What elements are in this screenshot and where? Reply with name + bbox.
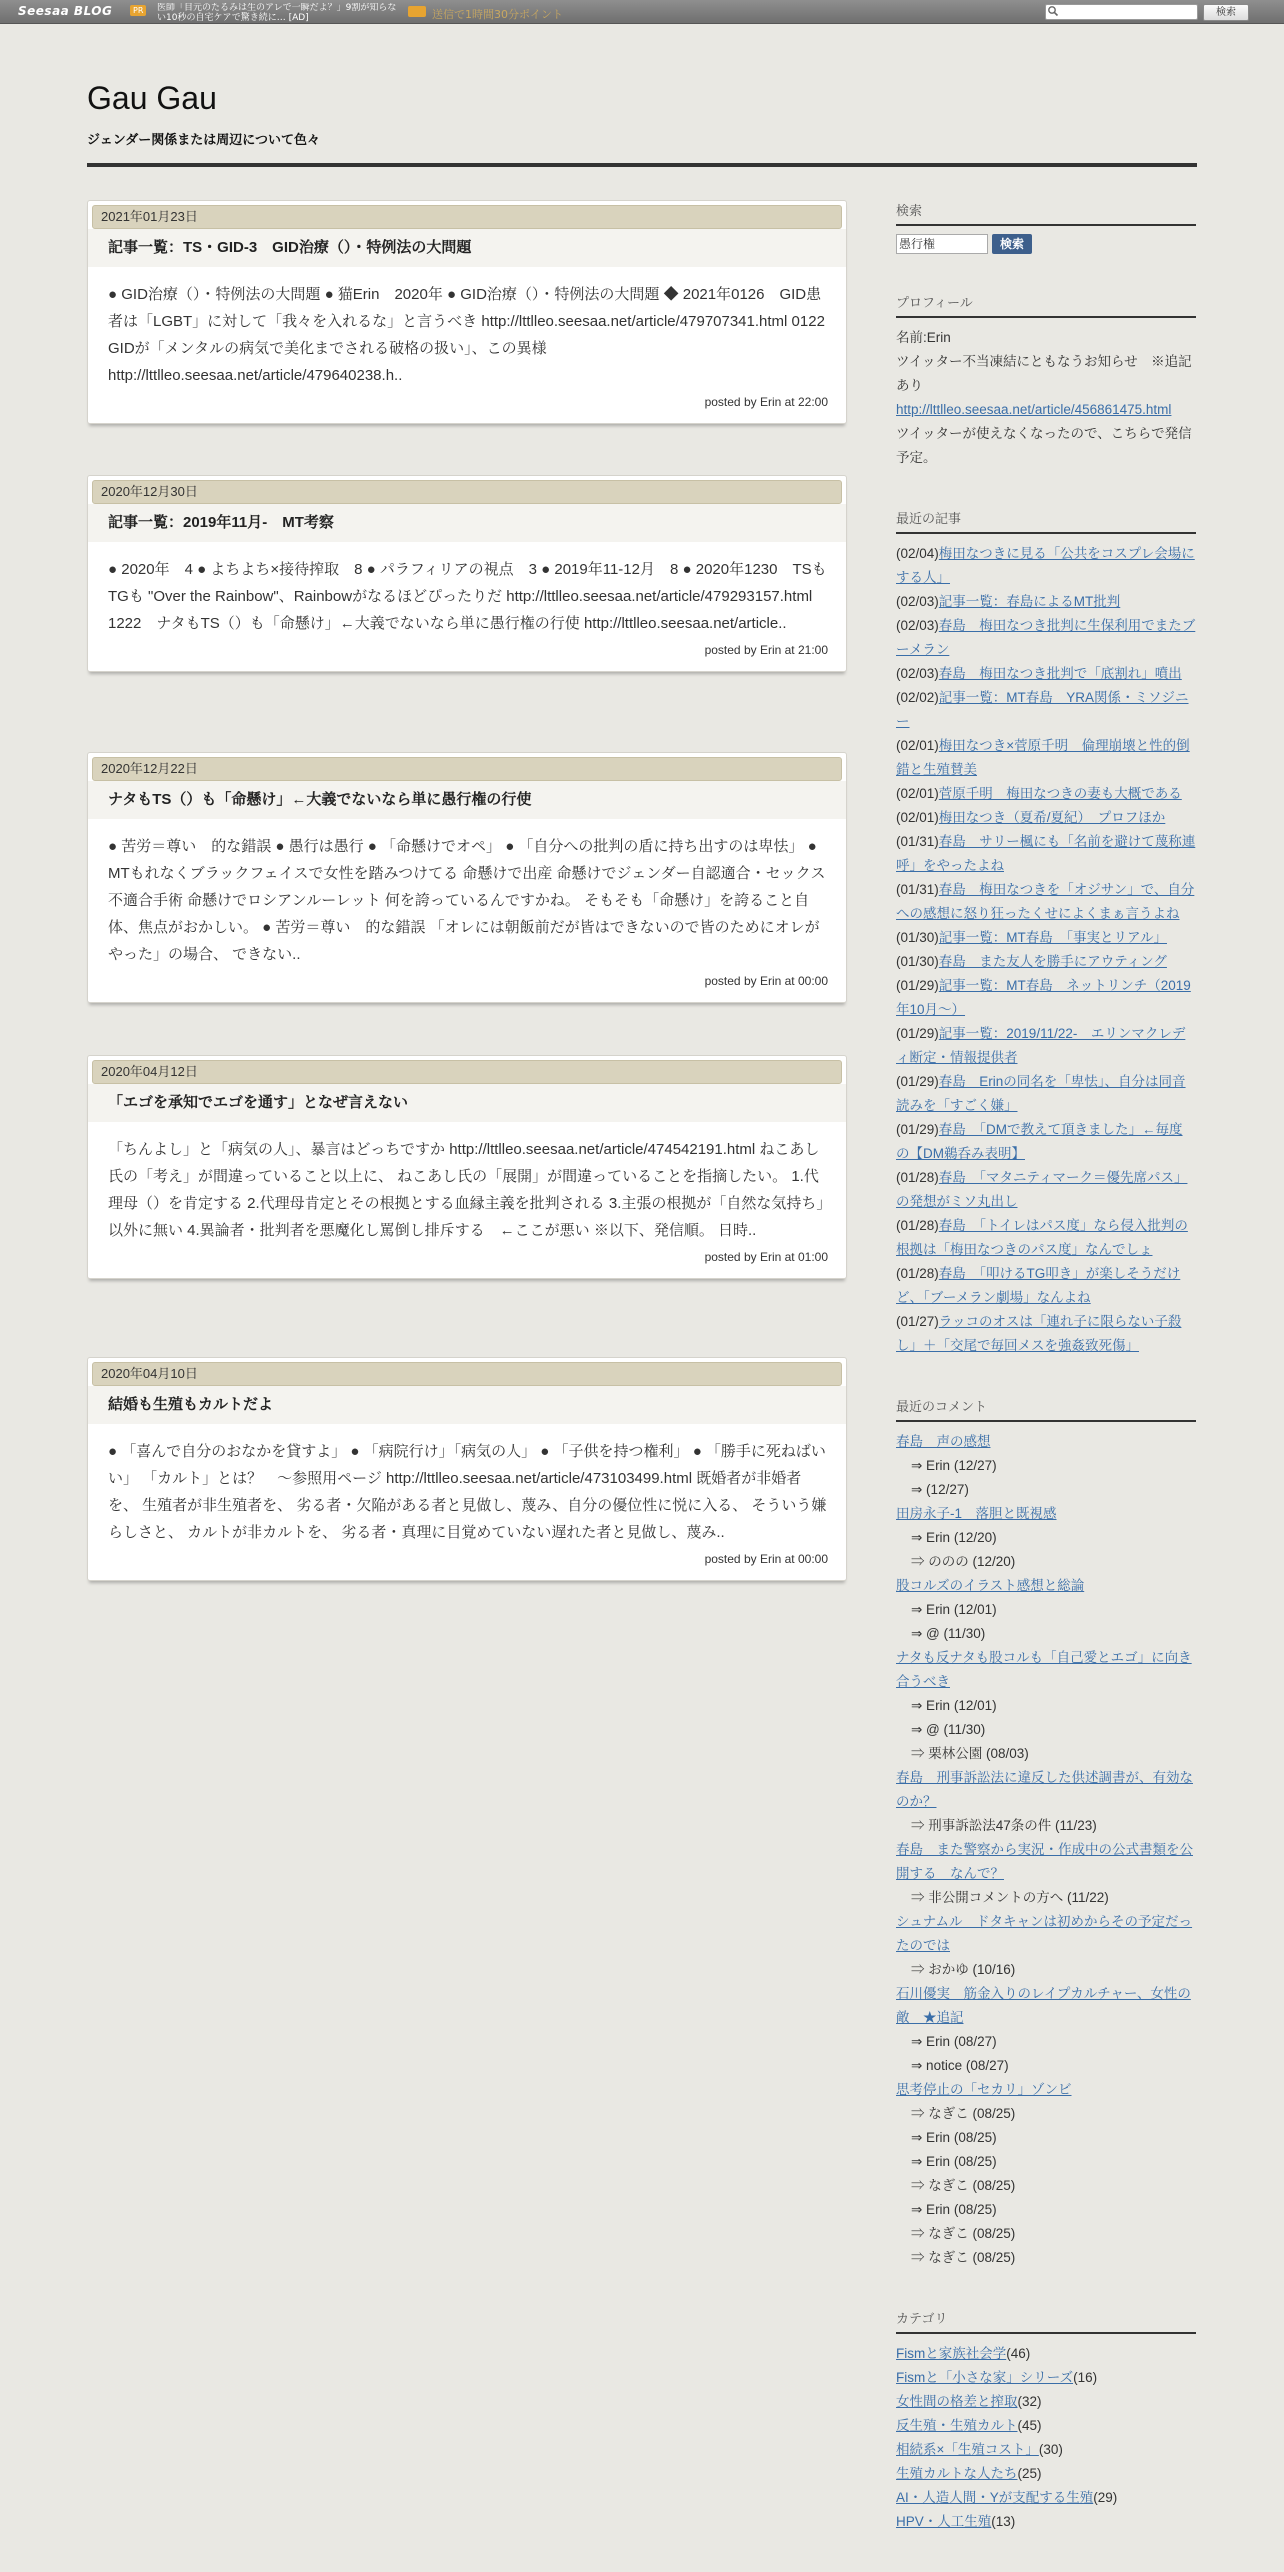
recent-date: (01/31) <box>896 834 939 849</box>
comment-entry[interactable]: ⇒ なぎこ (08/25) <box>911 2226 1016 2241</box>
profile-link[interactable]: http://lttlleo.seesaa.net/article/456861475.html <box>896 402 1172 417</box>
article-date: 2020年04月10日 <box>92 1362 842 1386</box>
comment-entry[interactable]: ⇒ なぎこ (08/25) <box>911 2178 1016 2193</box>
recent-article-link[interactable]: 記事一覧：MT春島 YRA関係・ミソジニー <box>896 690 1189 729</box>
article-excerpt: 「ちんよし」と「病気の人」、暴言はどっちですか http://lttlleo.seesaa.net/article/474542191.html ねこあし氏の「考え」が間違っていること以上に、 ねこあし氏の「展開」が間違っていることを指摘したい。 1.代理母（）を肯定する 2.代理母肯定とその根拠とする血縁主義を批判される 3.主張の根拠が「自然な気持ち」以外に無い 4.異論者・批判者を悪魔化し罵倒し排斥する ←ここが悪い ※以下、発信順。 日時.. <box>108 1141 824 1239</box>
list-item <box>896 2342 1196 2366</box>
recent-article-link[interactable]: 記事一覧：MT春島 「事実とリアル」 <box>938 930 1167 945</box>
list-item <box>896 1166 1196 1214</box>
list-item <box>896 1070 1196 1118</box>
category-link[interactable]: Fismと家族社会学 <box>896 2346 1007 2361</box>
list-item <box>896 1262 1196 1310</box>
recent-article-link[interactable]: 記事一覧：2019/11/22- エリンマクレディ断定・情報提供者 <box>896 1026 1186 1065</box>
list-item <box>896 974 1196 1022</box>
article-posted-by: posted by Erin at 22:00 <box>704 395 828 409</box>
recent-article-link[interactable]: 春島 「DMで教えて頂きました」←毎度の【DM鵜呑み表明】 <box>896 1122 1183 1161</box>
list-item <box>896 614 1196 662</box>
seesaa-logo[interactable]: Seesaa BLOG <box>18 4 113 18</box>
sidebar <box>896 200 1196 2572</box>
sidebar-categories <box>896 2308 1196 2534</box>
recent-article-link[interactable]: 春島 Erinの同名を「卑怯」、自分は同音読みを「すごく嫌」 <box>896 1074 1186 1113</box>
sidebar-profile <box>896 292 1196 470</box>
comment-entry[interactable]: ⇒ Erin (12/01) <box>911 1698 997 1713</box>
comment-entry[interactable]: ⇒ なぎこ (08/25) <box>911 2106 1016 2121</box>
recent-date: (02/04) <box>896 546 939 561</box>
comment-article-link[interactable]: 春島 また警察から実況・作成中の公式書類を公開する なんで？ <box>896 1842 1193 1881</box>
comment-article-link[interactable]: 春島 声の感想 <box>896 1434 991 1449</box>
comment-entry[interactable]: ⇒ 刑事訴訟法47条の件 (11/23) <box>911 1818 1097 1833</box>
article-card <box>87 200 847 424</box>
sidebar-heading-search: 検索 <box>896 200 1196 226</box>
article-date: 2020年12月30日 <box>92 480 842 504</box>
article-posted-by: posted by Erin at 00:00 <box>704 974 828 988</box>
recent-date: (01/29) <box>896 1074 939 1089</box>
comment-entry[interactable]: ⇒ notice (08/27) <box>911 2058 1009 2073</box>
article-excerpt: ● 苦労＝尊い 的な錯誤 ● 愚行は愚行 ● 「命懸けでオペ」 ● 「自分への批判の盾に持ち出すのは卑怯」 ● MTもれなくブラックフェイスで女性を踏みつけてる 命懸けで出産 命懸けでジェンダー自認適合・セックス不適合手術 命懸けでロシアンルーレット 何を誇っているんですかね。 そもそも「命懸け」を誇ること自体、焦点がおかしい。 ● 苦労＝尊い 的な錯誤 「オレには朝飯前だが皆はできないので皆のためにオレがやった」の場合、 できない.. <box>108 838 826 963</box>
recent-article-link[interactable]: 春島 「叩けるTG叩き」が楽しそうだけど、「ブーメラン劇場」なんよね <box>896 1266 1181 1305</box>
profile-note-2: ツイッターが使えなくなったので、こちらで発信予定。 <box>896 426 1192 465</box>
comment-article-link[interactable]: 春島 刑事訴訟法に違反した供述調書が、有効なのか？ <box>896 1770 1193 1809</box>
recent-date: (01/28) <box>896 1218 939 1233</box>
sidebar-search-input[interactable]: 愚行権 <box>896 234 988 254</box>
article-title[interactable]: 記事一覧：TS・GID-3 GID治療（）・特例法の大問題 <box>88 229 846 267</box>
category-count: (13) <box>991 2514 1016 2529</box>
article-posted-by: posted by Erin at 01:00 <box>704 1250 828 1264</box>
recent-article-link[interactable]: ラッコのオスは「連れ子に限らない子殺し」＋「交尾で毎回メスを強姦致死傷」 <box>896 1314 1182 1353</box>
article-excerpt: ● 「喜んで自分のおなかを貸すよ」 ● 「病院行け」「病気の人」 ● 「子供を持つ権利」 ● 「勝手に死ねばいい」 「カルト」とは？ ～参照用ページ http://lttlleo.seesaa.net/article/473103499.html 既婚者が非婚者を、 生殖者が非生殖者を、 劣る者・欠陥がある者と見做し、蔑み、自分の優位性に悦に入る、 そういう嫌らしさと、 カルトが非カルトを、 劣る者・真理に目覚めていない遅れた者と見做し、蔑み.. <box>108 1443 827 1541</box>
recent-date: (02/01) <box>896 810 939 825</box>
category-link[interactable]: 生殖カルトな人たち <box>896 2466 1018 2481</box>
comment-entry[interactable]: ⇒ Erin (12/01) <box>911 1602 997 1617</box>
article-title[interactable]: 結婚も生殖もカルトだよ <box>88 1386 846 1424</box>
category-link[interactable]: 女性間の格差と搾取 <box>896 2394 1018 2409</box>
comment-entry[interactable]: ⇒ @ (11/30) <box>911 1626 986 1641</box>
recent-article-link[interactable]: 春島 サリー楓にも「名前を避けて蔑称連呼」をやったよね <box>896 834 1196 873</box>
recent-date: (02/03) <box>896 666 939 681</box>
recent-date: (02/03) <box>896 618 939 633</box>
list-item <box>896 686 1196 734</box>
category-count: (46) <box>1006 2346 1031 2361</box>
comment-entry[interactable]: ⇒ Erin (08/25) <box>911 2130 997 2145</box>
article-posted-by: posted by Erin at 21:00 <box>704 643 828 657</box>
category-count: (30) <box>1038 2442 1063 2457</box>
sidebar-heading-recent: 最近の記事 <box>896 508 1196 534</box>
comment-entry[interactable]: ⇒ @ (11/30) <box>911 1722 986 1737</box>
pr-badge: PR <box>130 5 146 16</box>
sidebar-search <box>896 200 1196 254</box>
pr-badge-icon <box>408 6 426 17</box>
comment-entry[interactable]: ⇒ Erin (08/27) <box>911 2034 997 2049</box>
top-bar <box>0 0 1284 24</box>
category-link[interactable]: HPV・人工生殖 <box>896 2514 992 2529</box>
article-date: 2021年01月23日 <box>92 205 842 229</box>
header-divider <box>87 163 1197 167</box>
article-card <box>87 475 847 672</box>
recent-article-link[interactable]: 春島 梅田なつき批判に生保利用でまたブーメラン <box>896 618 1196 657</box>
article-date: 2020年12月22日 <box>92 757 842 781</box>
recent-article-link[interactable]: 春島 「マタニティマーク＝優先席パス」の発想がミソ丸出し <box>896 1170 1188 1209</box>
comment-entry[interactable]: ⇒ 非公開コメントの方へ (11/22) <box>911 1890 1109 1905</box>
comment-article-link[interactable]: シュナムル ドタキャンは初めからその予定だったのでは <box>896 1914 1193 1953</box>
category-count: (25) <box>1017 2466 1042 2481</box>
profile-name: 名前:Erin <box>896 330 951 345</box>
sidebar-heading-categories: カテゴリ <box>896 2308 1196 2334</box>
sidebar-heading-comments: 最近のコメント <box>896 1396 1196 1422</box>
recent-date: (01/30) <box>896 930 939 945</box>
recent-article-link[interactable]: 梅田なつきに見る「公共をコスプレ会場にする人」 <box>896 546 1195 585</box>
list-item <box>896 782 1196 806</box>
recent-article-link[interactable]: 春島 梅田なつきを「オジサン」で、自分への感想に怒り狂ったくせによくまぁ言うよね <box>896 882 1195 921</box>
list-item <box>896 542 1196 590</box>
list-item <box>896 2462 1196 2486</box>
category-count: (32) <box>1017 2394 1042 2409</box>
sidebar-heading-profile: プロフィール <box>896 292 1196 318</box>
ad-link-2[interactable]: 送信で1時間30分ポイント <box>432 8 563 21</box>
comment-entry[interactable]: ⇒ Erin (08/25) <box>911 2202 997 2217</box>
comment-entry[interactable]: ⇒ 栗林公園 (08/03) <box>911 1746 1029 1761</box>
list-item <box>896 806 1196 830</box>
list-item <box>896 878 1196 926</box>
article-title[interactable]: 「エゴを承知でエゴを通す」となぜ言えない <box>88 1084 846 1122</box>
category-count: (29) <box>1093 2490 1118 2505</box>
recent-date: (02/02) <box>896 690 939 705</box>
recent-date: (02/03) <box>896 594 939 609</box>
comment-article-link[interactable]: 股コルズのイラスト感想と総論 <box>896 1578 1085 1593</box>
list-item <box>896 2414 1196 2438</box>
top-search-button[interactable]: 検索 <box>1203 4 1249 21</box>
list-item <box>896 830 1196 878</box>
site-description: ジェンダー関係または周辺について色々 <box>87 133 320 148</box>
article-title[interactable]: ナタもTS（）も「命懸け」←大義でないなら単に愚行権の行使 <box>88 781 846 819</box>
category-link[interactable]: 相続系×「生殖コスト」 <box>896 2442 1039 2457</box>
recent-date: (01/30) <box>896 954 939 969</box>
list-item <box>896 1214 1196 1262</box>
recent-article-link[interactable]: 記事一覧：春島によるMT批判 <box>938 594 1121 609</box>
comment-entry[interactable]: ⇒ おかゆ (10/16) <box>911 1962 1016 1977</box>
list-item <box>896 2486 1196 2510</box>
comment-article-link[interactable]: 田房永子-1 落胆と既視感 <box>896 1506 1057 1521</box>
recent-article-link[interactable]: 梅田なつき×菅原千明 倫理崩壊と性的倒錯と生殖賛美 <box>896 738 1190 777</box>
recent-date: (02/01) <box>896 786 939 801</box>
comment-article-link[interactable]: 石川優実 筋金入りのレイプカルチャー、女性の敵 ★追記 <box>896 1986 1191 2025</box>
recent-article-link[interactable]: 菅原千明 梅田なつきの妻も大概である <box>938 786 1182 801</box>
list-item <box>896 1022 1196 1070</box>
comment-entry[interactable]: ⇒ Erin (12/20) <box>911 1530 997 1545</box>
article-card <box>87 1055 847 1279</box>
list-item <box>896 1118 1196 1166</box>
recent-date: (01/29) <box>896 1122 939 1137</box>
site-title[interactable]: Gau Gau <box>87 80 217 116</box>
article-card <box>87 752 847 1003</box>
recent-article-link[interactable]: 春島 梅田なつき批判で「底割れ」噴出 <box>938 666 1182 681</box>
list-item <box>896 2366 1196 2390</box>
list-item <box>896 926 1196 950</box>
article-title[interactable]: 記事一覧：2019年11月- MT考察 <box>88 504 846 542</box>
recent-date: (02/01) <box>896 738 939 753</box>
recent-date: (01/29) <box>896 1026 939 1041</box>
sidebar-search-button[interactable]: 検索 <box>992 234 1032 254</box>
list-item <box>896 2390 1196 2414</box>
comment-entry[interactable]: ⇒ ののの (12/20) <box>911 1554 1016 1569</box>
category-link[interactable]: 反生殖・生殖カルト <box>896 2418 1018 2433</box>
sidebar-recent-articles <box>896 508 1196 1358</box>
recent-article-link[interactable]: 春島 「トイレはパス度」なら侵入批判の根拠は「梅田なつきのパス度」なんでしょ <box>896 1218 1188 1257</box>
list-item <box>896 1310 1196 1358</box>
category-count: (16) <box>1073 2370 1098 2385</box>
ad-link[interactable]: 医師「目元のたるみは生のアレで一瞬だよ？」9割が知らない10秒の自宅ケアで驚き続に… [AD] <box>157 3 397 23</box>
search-icon <box>1047 5 1059 17</box>
top-search-input[interactable] <box>1045 4 1198 20</box>
category-count: (45) <box>1017 2418 1042 2433</box>
list-item <box>896 950 1196 974</box>
recent-article-link[interactable]: 梅田なつき（夏希/夏紀） プロフほか <box>938 810 1166 825</box>
list-item <box>896 2438 1196 2462</box>
comment-entry[interactable]: ⇒ なぎこ (08/25) <box>911 2250 1016 2265</box>
comment-entry[interactable]: ⇒ Erin (12/27) <box>911 1458 997 1473</box>
sidebar-recent-comments <box>896 1396 1196 2270</box>
comment-article-link[interactable]: 思考停止の「セカリ」ゾンビ <box>896 2082 1072 2097</box>
article-excerpt: ● GID治療（）・特例法の大問題 ● 猫Erin 2020年 ● GID治療（）・特例法の大問題 ◆ 2021年0126 GID患者は「LGBT」に対して「我々を入れるな」と言うべき http://lttlleo.seesaa.net/article/479707341.html 0122 GIDが「メンタルの病気で美化までされる破格の扱い」、この異様 http://lttlleo.seesaa.net/article/479640238.h.. <box>108 286 840 384</box>
recent-date: (01/28) <box>896 1170 939 1185</box>
profile-note: ツイッター不当凍結にともなうお知らせ ※追記あり <box>896 354 1192 393</box>
article-excerpt: ● 2020年 4 ● よちよち×接待搾取 8 ● パラフィリアの視点 3 ● 2019年11-12月 8 ● 2020年1230 TSもTGも "Over the Rainbow"、Rainbowがなるほどぴったりだ http://lttlleo.seesaa.net/article/479293157.html 1222 ナタもTS（）も「命懸け」←大義でないなら単に愚行権の行使 http://lttlleo.seesaa.net/article.. <box>108 561 827 632</box>
article-posted-by: posted by Erin at 00:00 <box>704 1552 828 1566</box>
category-link[interactable]: Fismと「小さな家」シリーズ <box>896 2370 1074 2385</box>
article-card <box>87 1357 847 1581</box>
recent-date: (01/29) <box>896 978 939 993</box>
list-item <box>896 662 1196 686</box>
comment-entry[interactable]: ⇒ (12/27) <box>911 1482 969 1497</box>
recent-date: (01/28) <box>896 1266 939 1281</box>
recent-date: (01/27) <box>896 1314 939 1329</box>
recent-article-link[interactable]: 記事一覧：MT春島 ネットリンチ（2019年10月～） <box>896 978 1191 1017</box>
list-item <box>896 734 1196 782</box>
recent-date: (01/31) <box>896 882 939 897</box>
list-item <box>896 2510 1196 2534</box>
category-link[interactable]: AI・人造人間・Yが支配する生殖 <box>896 2490 1094 2505</box>
recent-article-link[interactable]: 春島 また友人を勝手にアウティング <box>938 954 1167 969</box>
comment-article-link[interactable]: ナタも反ナタも股コルも「自己愛とエゴ」に向き合うべき <box>896 1650 1192 1689</box>
article-date: 2020年04月12日 <box>92 1060 842 1084</box>
list-item <box>896 590 1196 614</box>
comment-entry[interactable]: ⇒ Erin (08/25) <box>911 2154 997 2169</box>
